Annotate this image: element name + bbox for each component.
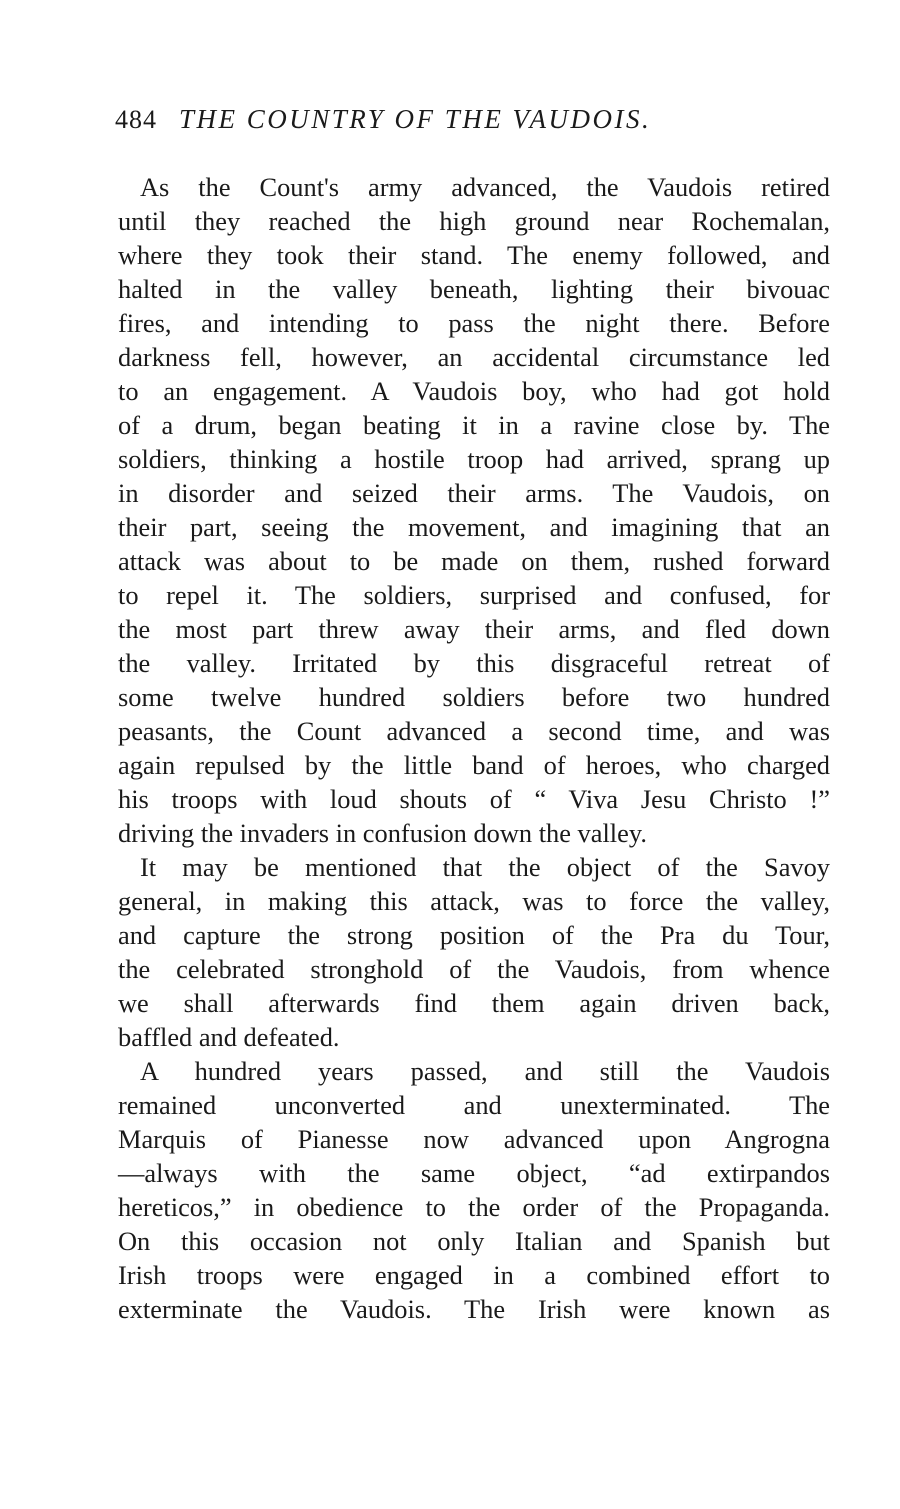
paragraph [118,1054,830,1326]
text-line: fires, and intending to pass the night there. Before [118,308,830,338]
body-text [118,170,830,1326]
text-line: and capture the strong position of the Pra du Tour, [118,920,830,950]
text-line: driving the invaders in confusion down the valley. [118,818,647,848]
text-line: Irish troops were engaged in a combined effort to [118,1260,830,1290]
text-line: we shall afterwards find them again driven back, [118,988,830,1018]
text-line: Marquis of Pianesse now advanced upon Angrogna [118,1124,830,1154]
text-line: again repulsed by the little band of heroes, who charged [118,750,830,780]
text-line: attack was about to be made on them, rushed forward [118,546,830,576]
text-line: the celebrated stronghold of the Vaudois, from whence [118,954,830,984]
text-line: exterminate the Vaudois. The Irish were known as [118,1294,830,1324]
page-number: 484 [115,105,157,134]
running-title: THE COUNTRY OF THE VAUDOIS. [179,104,652,134]
text-line: On this occasion not only Italian and Spanish but [118,1226,830,1256]
text-line: of a drum, began beating it in a ravine close by. The [118,410,830,440]
text-line: halted in the valley beneath, lighting their bivouac [118,274,830,304]
text-line: where they took their stand. The enemy followed, and [118,240,830,270]
paragraph [118,170,830,850]
running-header [115,104,815,148]
text-line: A hundred years passed, and still the Vaudois [140,1056,830,1086]
text-line: baffled and defeated. [118,1022,340,1052]
text-line: the valley. Irritated by this disgraceful retreat of [118,648,830,678]
text-line: in disorder and seized their arms. The Vaudois, on [118,478,830,508]
text-line: some twelve hundred soldiers before two hundred [118,682,830,712]
text-line: general, in making this attack, was to force the valley, [118,886,830,916]
text-line: remained unconverted and unexterminated. The [118,1090,830,1120]
text-line: peasants, the Count advanced a second time, and was [118,716,830,746]
text-line: hereticos,” in obedience to the order of the Propaganda. [118,1192,830,1222]
text-line: —always with the same object, “ad extirpandos [118,1158,830,1188]
paragraph [118,850,830,1054]
text-line: his troops with loud shouts of “ Viva Jesu Christo !” [118,784,830,814]
text-line: It may be mentioned that the object of the Savoy [140,852,830,882]
text-line: darkness fell, however, an accidental circumstance led [118,342,830,372]
text-line: As the Count's army advanced, the Vaudois retired [140,172,830,202]
text-line: soldiers, thinking a hostile troop had arrived, sprang up [118,444,830,474]
text-line: to an engagement. A Vaudois boy, who had got hold [118,376,830,406]
text-line: their part, seeing the movement, and imagining that an [118,512,830,542]
text-line: until they reached the high ground near Rochemalan, [118,206,830,236]
text-line: the most part threw away their arms, and fled down [118,614,830,644]
text-line: to repel it. The soldiers, surprised and confused, for [118,580,830,610]
